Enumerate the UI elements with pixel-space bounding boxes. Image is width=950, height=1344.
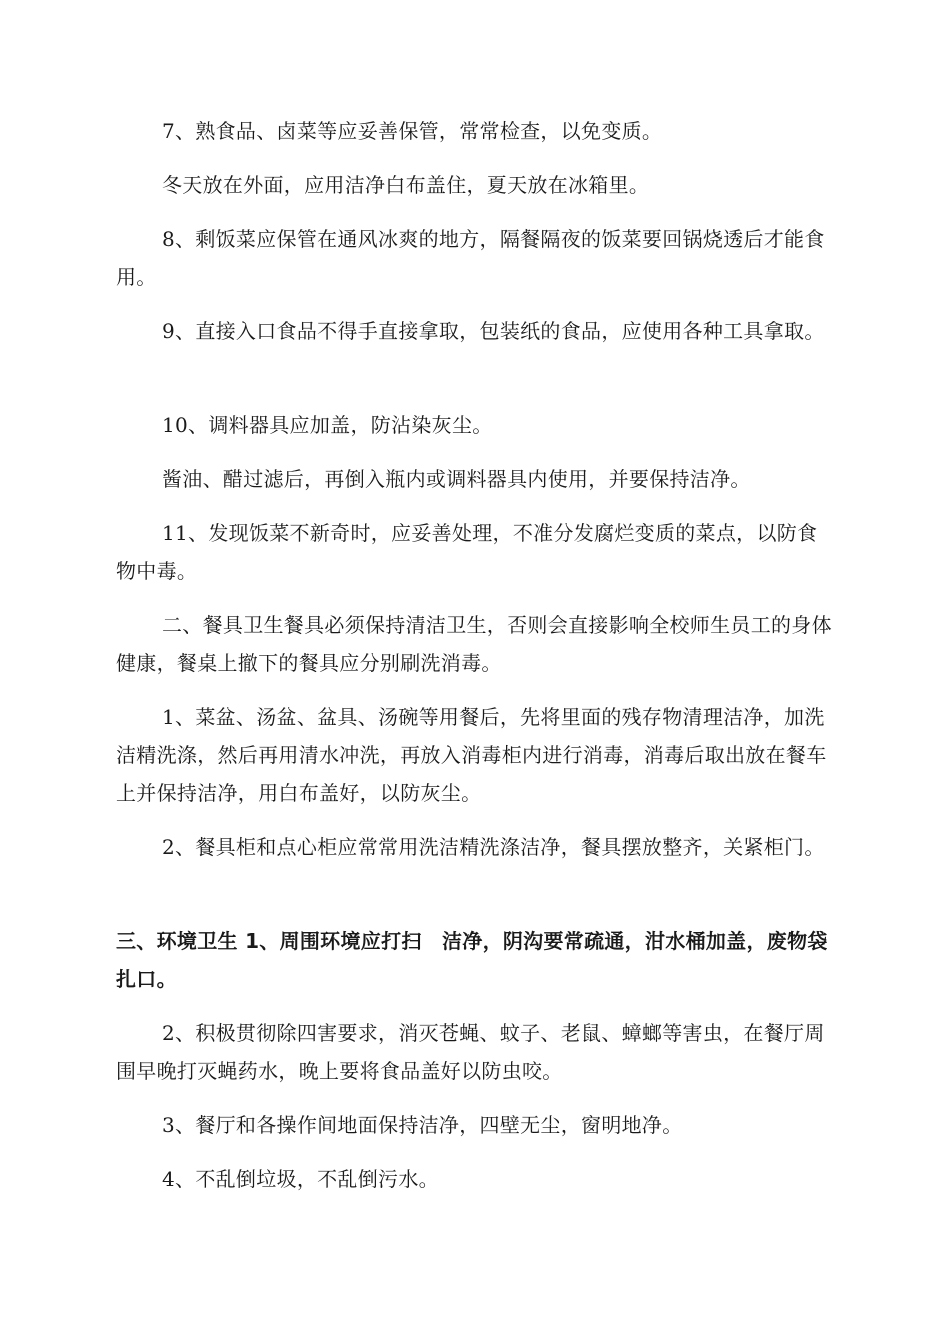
paragraph-tableware-1: 1、菜盆、汤盆、盆具、汤碗等用餐后，先将里面的残存物清理洁净，加洗洁精洗涤，然后再用清水冲洗，再放入消毒柜内进行消毒，消毒后取出放在餐车上并保持洁净，用白布盖好，以防灰尘。 (116, 705, 827, 805)
paragraph-item-9: 9、直接入口食品不得手直接拿取，包装纸的食品，应使用各种工具拿取。 (162, 319, 825, 343)
heading-environment-hygiene: 三、环境卫生 1、周围环境应打扫 洁净，阴沟要常疏通，泔水桶加盖，废物袋扎口。 (116, 929, 828, 991)
paragraph-item-7: 7、熟食品、卤菜等应妥善保管，常常检查，以免变质。 (162, 119, 663, 143)
paragraph-winter-storage: 冬天放在外面，应用洁净白布盖住，夏天放在冰箱里。 (162, 173, 650, 197)
paragraph-section-tableware: 二、餐具卫生餐具必须保持清洁卫生，否则会直接影响全校师生员工的身体健康，餐桌上撤下的餐具应分别刷洗消毒。 (116, 613, 832, 675)
paragraph-tableware-2: 2、餐具柜和点心柜应常常用洗洁精洗涤洁净，餐具摆放整齐，关紧柜门。 (162, 835, 825, 859)
paragraph-environment-3: 3、餐厅和各操作间地面保持洁净，四壁无尘，窗明地净。 (162, 1113, 683, 1137)
paragraph-environment-2: 2、积极贯彻除四害要求，消灭苍蝇、蚊子、老鼠、蟑螂等害虫，在餐厅周围早晚打灭蝇药水，晚上要将食品盖好以防虫咬。 (116, 1021, 825, 1083)
paragraph-environment-4: 4、不乱倒垃圾，不乱倒污水。 (162, 1167, 439, 1191)
paragraph-sauce-filtering: 酱油、醋过滤后，再倒入瓶内或调料器具内使用，并要保持洁净。 (162, 467, 751, 491)
paragraph-item-10: 10、调料器具应加盖，防沾染灰尘。 (162, 413, 493, 437)
paragraph-item-11: 11、发现饭菜不新奇时，应妥善处理，不准分发腐烂变质的菜点，以防食物中毒。 (116, 521, 818, 583)
paragraph-item-8: 8、剩饭菜应保管在通风冰爽的地方，隔餐隔夜的饭菜要回锅烧透后才能食用。 (116, 227, 825, 289)
